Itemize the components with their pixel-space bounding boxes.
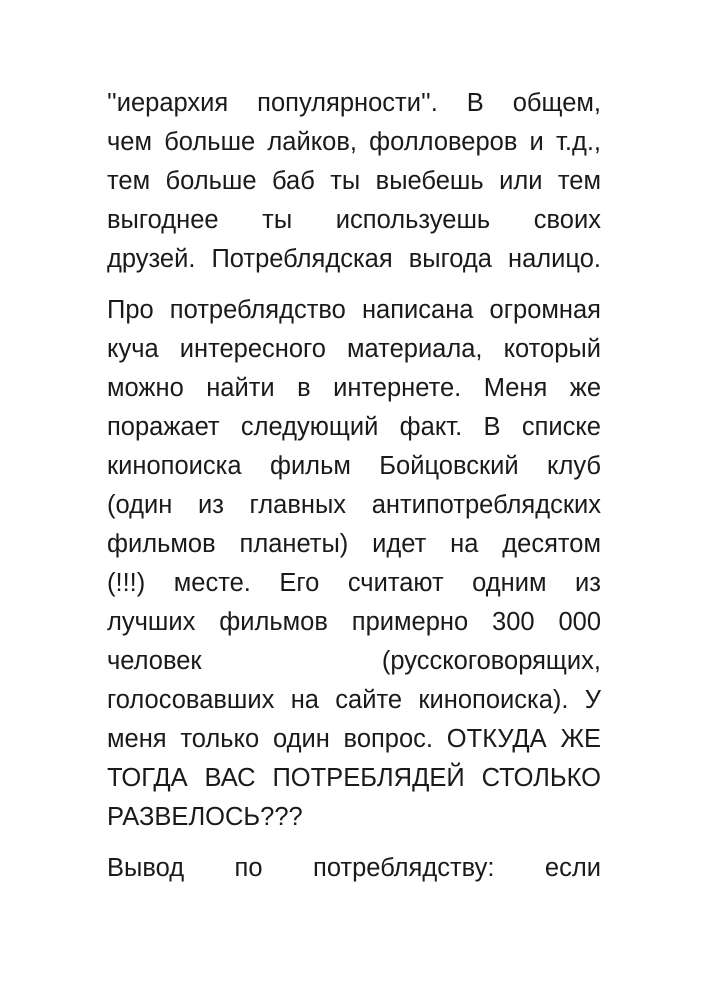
paragraph-3 [107, 849, 601, 888]
text-line: чем больше лайков, фолловеров и т.д., [107, 128, 601, 156]
text-line: куча интересного материала, который [107, 335, 601, 363]
text-line: друзей. Потреблядская выгода налицо. [107, 245, 601, 273]
text-line: лучших фильмов примерно 300 000 [107, 608, 601, 636]
text-line: тем больше баб ты выебешь или тем [107, 167, 601, 195]
text-line: ТОГДА ВАС ПОТРЕБЛЯДЕЙ СТОЛЬКО [107, 764, 601, 792]
paragraph-2 [107, 291, 601, 837]
text-line: (!!!) месте. Его считают одним из [107, 569, 601, 597]
text-line: голосовавших на сайте кинопоиска). У [107, 686, 601, 714]
text-line: Про потреблядство написана огромная [107, 296, 601, 324]
text-line: выгоднее ты используешь своих [107, 206, 601, 234]
text-line: РАЗВЕЛОСЬ??? [107, 803, 303, 831]
text-line: кинопоиска фильм Бойцовский клуб [107, 452, 601, 480]
text-line: человек (русскоговорящих, [107, 647, 601, 675]
text-line: фильмов планеты) идет на десятом [107, 530, 601, 558]
text-line: меня только один вопрос. ОТКУДА ЖЕ [107, 725, 601, 753]
text-line: (один из главных антипотреблядских [107, 491, 601, 519]
text-line: поражает следующий факт. В списке [107, 413, 601, 441]
text-line: можно найти в интернете. Меня же [107, 374, 601, 402]
text-line: ''иерархия популярности''. В общем, [107, 89, 601, 117]
document-page [107, 84, 601, 900]
text-line: Вывод по потреблядству: если [107, 854, 601, 882]
paragraph-1 [107, 84, 601, 279]
